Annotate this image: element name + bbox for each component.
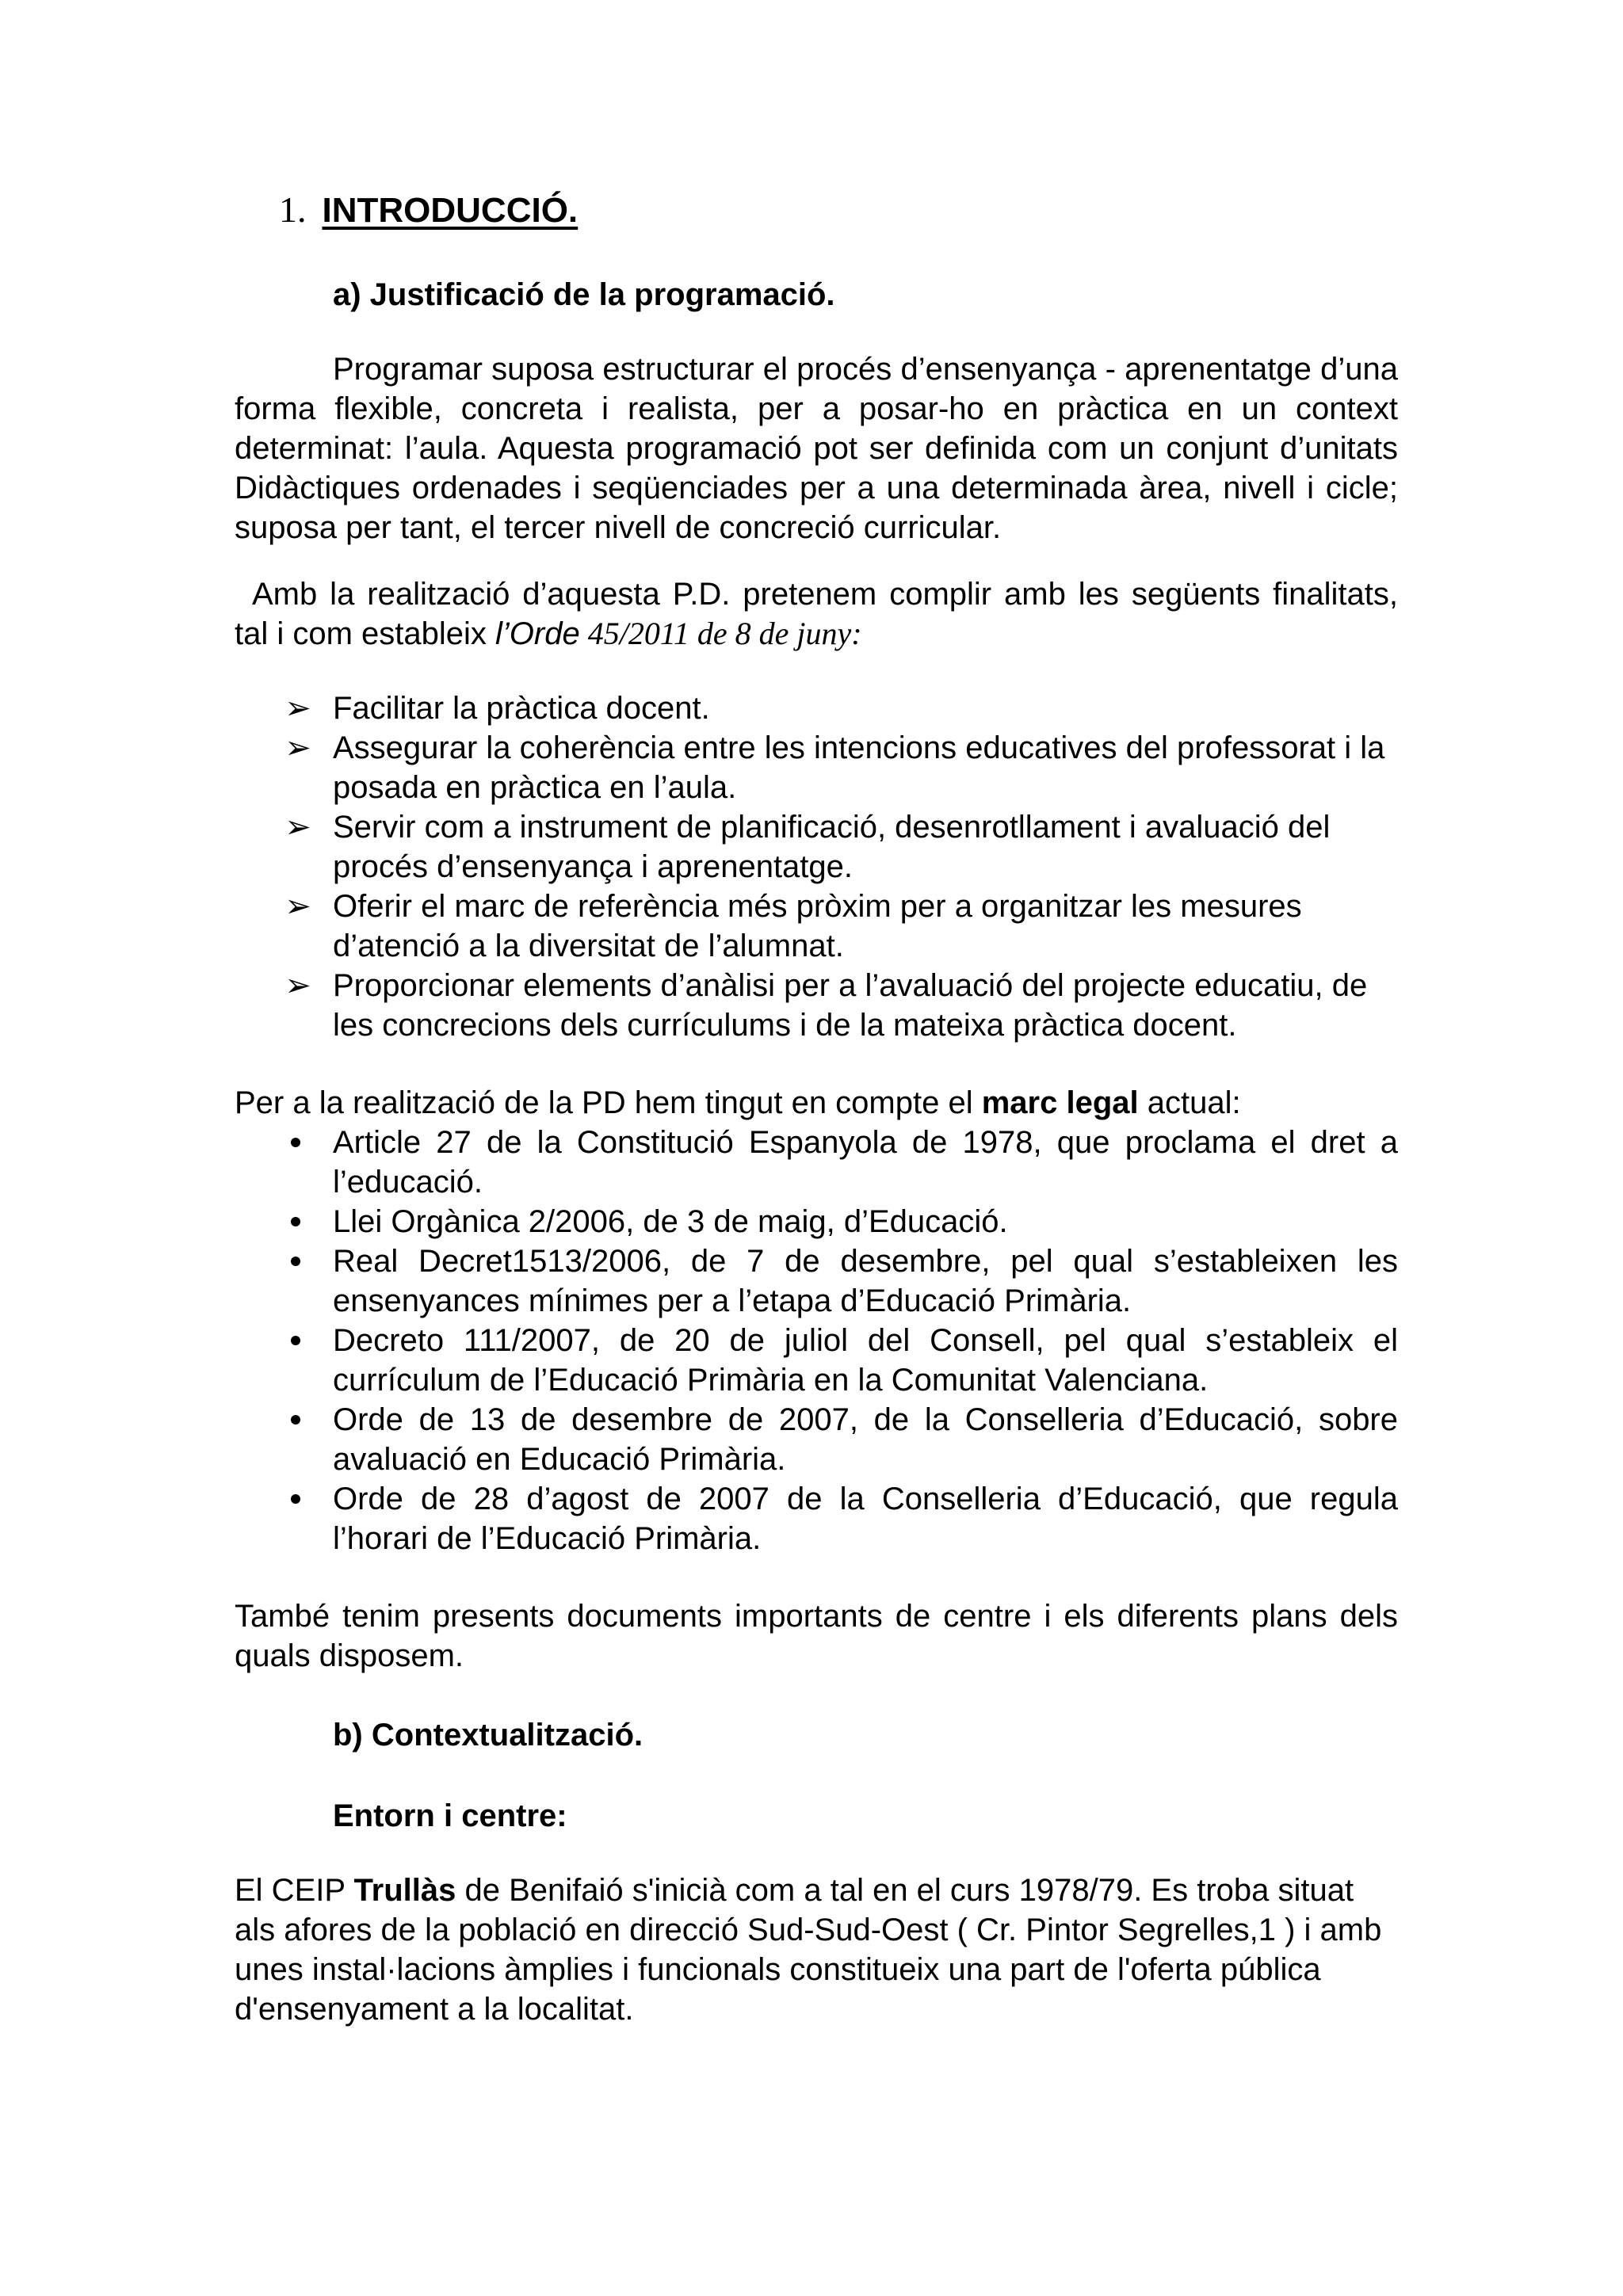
list-item-text: Llei Orgànica 2/2006, de 3 de maig, d’Educació. bbox=[333, 1204, 1008, 1239]
list-item-text: Proporcionar elements d’anàlisi per a l’avaluació del projecte educatiu, de les concrecions dels currículums i de la mateixa pràctica docent. bbox=[333, 968, 1368, 1043]
arrow-bullet-icon: ➢ bbox=[285, 810, 311, 845]
ceip-paragraph bbox=[235, 1871, 1398, 2029]
arrow-bullet-icon: ➢ bbox=[285, 691, 311, 726]
document-content bbox=[235, 190, 1398, 2029]
list-item-text: Assegurar la coherència entre les intencions educatives del professorat i la posada en pràctica en l’aula. bbox=[333, 730, 1385, 805]
list-item bbox=[235, 966, 1398, 1045]
aims-intro-paragraph bbox=[235, 574, 1398, 654]
subsection-b-subtitle: Entorn i centre: bbox=[333, 1798, 567, 1833]
list-item-text: Orde de 13 de desembre de 2007, de la Conselleria d’Educació, sobre avaluació en Educació Primària. bbox=[333, 1402, 1398, 1477]
list-item-text: Oferir el marc de referència més pròxim per a organitzar les mesures d’atenció a la diversitat de l’alumnat. bbox=[333, 889, 1302, 963]
legal-list bbox=[235, 1123, 1398, 1558]
bullet-dot-icon bbox=[291, 1217, 300, 1226]
bullet-dot-icon bbox=[291, 1336, 300, 1345]
orde-reference: 45/2011 de 8 de juny: bbox=[579, 616, 862, 651]
list-item-text: Real Decret1513/2006, de 7 de desembre, pel qual s’estableixen les ensenyances mínimes per a l’etapa d’Educació Primària. bbox=[333, 1244, 1398, 1318]
heading-title: INTRODUCCIÓ. bbox=[322, 191, 579, 230]
bullet-dot-icon bbox=[291, 1138, 300, 1147]
list-item-text: Orde de 28 d’agost de 2007 de la Conselleria d’Educació, que regula l’horari de l’Educació Primària. bbox=[333, 1482, 1398, 1556]
list-item bbox=[235, 887, 1398, 966]
list-item-text: Facilitar la pràctica docent. bbox=[333, 691, 710, 726]
list-item-text: Decreto 111/2007, de 20 de juliol del Consell, pel qual s’estableix el currículum de l’Educació Primària en la Comunitat Valenciana. bbox=[333, 1323, 1398, 1398]
list-item bbox=[235, 1202, 1398, 1241]
list-item bbox=[235, 807, 1398, 887]
aims-list bbox=[235, 688, 1398, 1045]
legal-intro-bold: marc legal bbox=[981, 1085, 1139, 1120]
aims-intro-text: Amb la realització d’aquesta P.D. pretenem complir amb les següents finalitats, tal i com estableix bbox=[235, 577, 1398, 651]
arrow-bullet-icon: ➢ bbox=[285, 889, 311, 924]
bullet-dot-icon bbox=[291, 1415, 300, 1425]
list-item bbox=[235, 1321, 1398, 1400]
subsection-b-title: b) Contextualització. bbox=[333, 1718, 643, 1753]
legal-intro-text: Per a la realització de la PD hem tingut en compte el bbox=[235, 1085, 982, 1120]
section-heading bbox=[279, 190, 1398, 231]
arrow-bullet-icon: ➢ bbox=[285, 968, 311, 1003]
list-item-text: Servir com a instrument de planificació, desenrotllament i avaluació del procés d’ensenyança i aprenentatge. bbox=[333, 810, 1331, 884]
bullet-dot-icon bbox=[291, 1257, 300, 1266]
arrow-bullet-icon: ➢ bbox=[285, 730, 311, 765]
list-item bbox=[235, 688, 1398, 728]
list-item bbox=[235, 1400, 1398, 1479]
list-item bbox=[235, 1123, 1398, 1202]
ceip-description: de Benifaió s'inicià com a tal en el curs 1978/79. Es troba situat als afores de la població en direcció Sud-Sud-Oest ( Cr. Pintor Segrelles,1 ) i amb unes instal·lacions àmplies i funcionals constitueix una part de l'oferta pública d'ensenyament a la localitat. bbox=[235, 1873, 1382, 2027]
ceip-start: El CEIP bbox=[235, 1873, 354, 1908]
list-item-text: Article 27 de la Constitució Espanyola de 1978, que proclama el dret a l’educació. bbox=[333, 1125, 1398, 1199]
bullet-dot-icon bbox=[291, 1494, 300, 1504]
list-item bbox=[235, 1479, 1398, 1558]
list-item bbox=[235, 1241, 1398, 1321]
list-item bbox=[235, 728, 1398, 807]
documents-paragraph: També tenim presents documents importants de centre i els diferents plans dels quals disposem. bbox=[235, 1599, 1398, 1673]
subsection-a-title: a) Justificació de la programació. bbox=[333, 277, 835, 312]
ceip-name: Trullàs bbox=[353, 1873, 456, 1908]
legal-framework-intro bbox=[235, 1083, 1398, 1123]
heading-number: 1. bbox=[279, 189, 307, 230]
orde-word: l’Orde bbox=[495, 616, 580, 651]
justification-paragraph: Programar suposa estructurar el procés d’ensenyança - aprenentatge d’una forma flexible, concreta i realista, per a posar-ho en pràctica en un context determinat: l’aula. Aquesta programació pot ser definida com un conjunt d’unitats Didàctiques ordenades i seqüenciades per a una determinada àrea, nivell i cicle; suposa per tant, el tercer nivell de concreció curricular. bbox=[235, 352, 1398, 545]
legal-intro-end: actual: bbox=[1138, 1085, 1241, 1120]
